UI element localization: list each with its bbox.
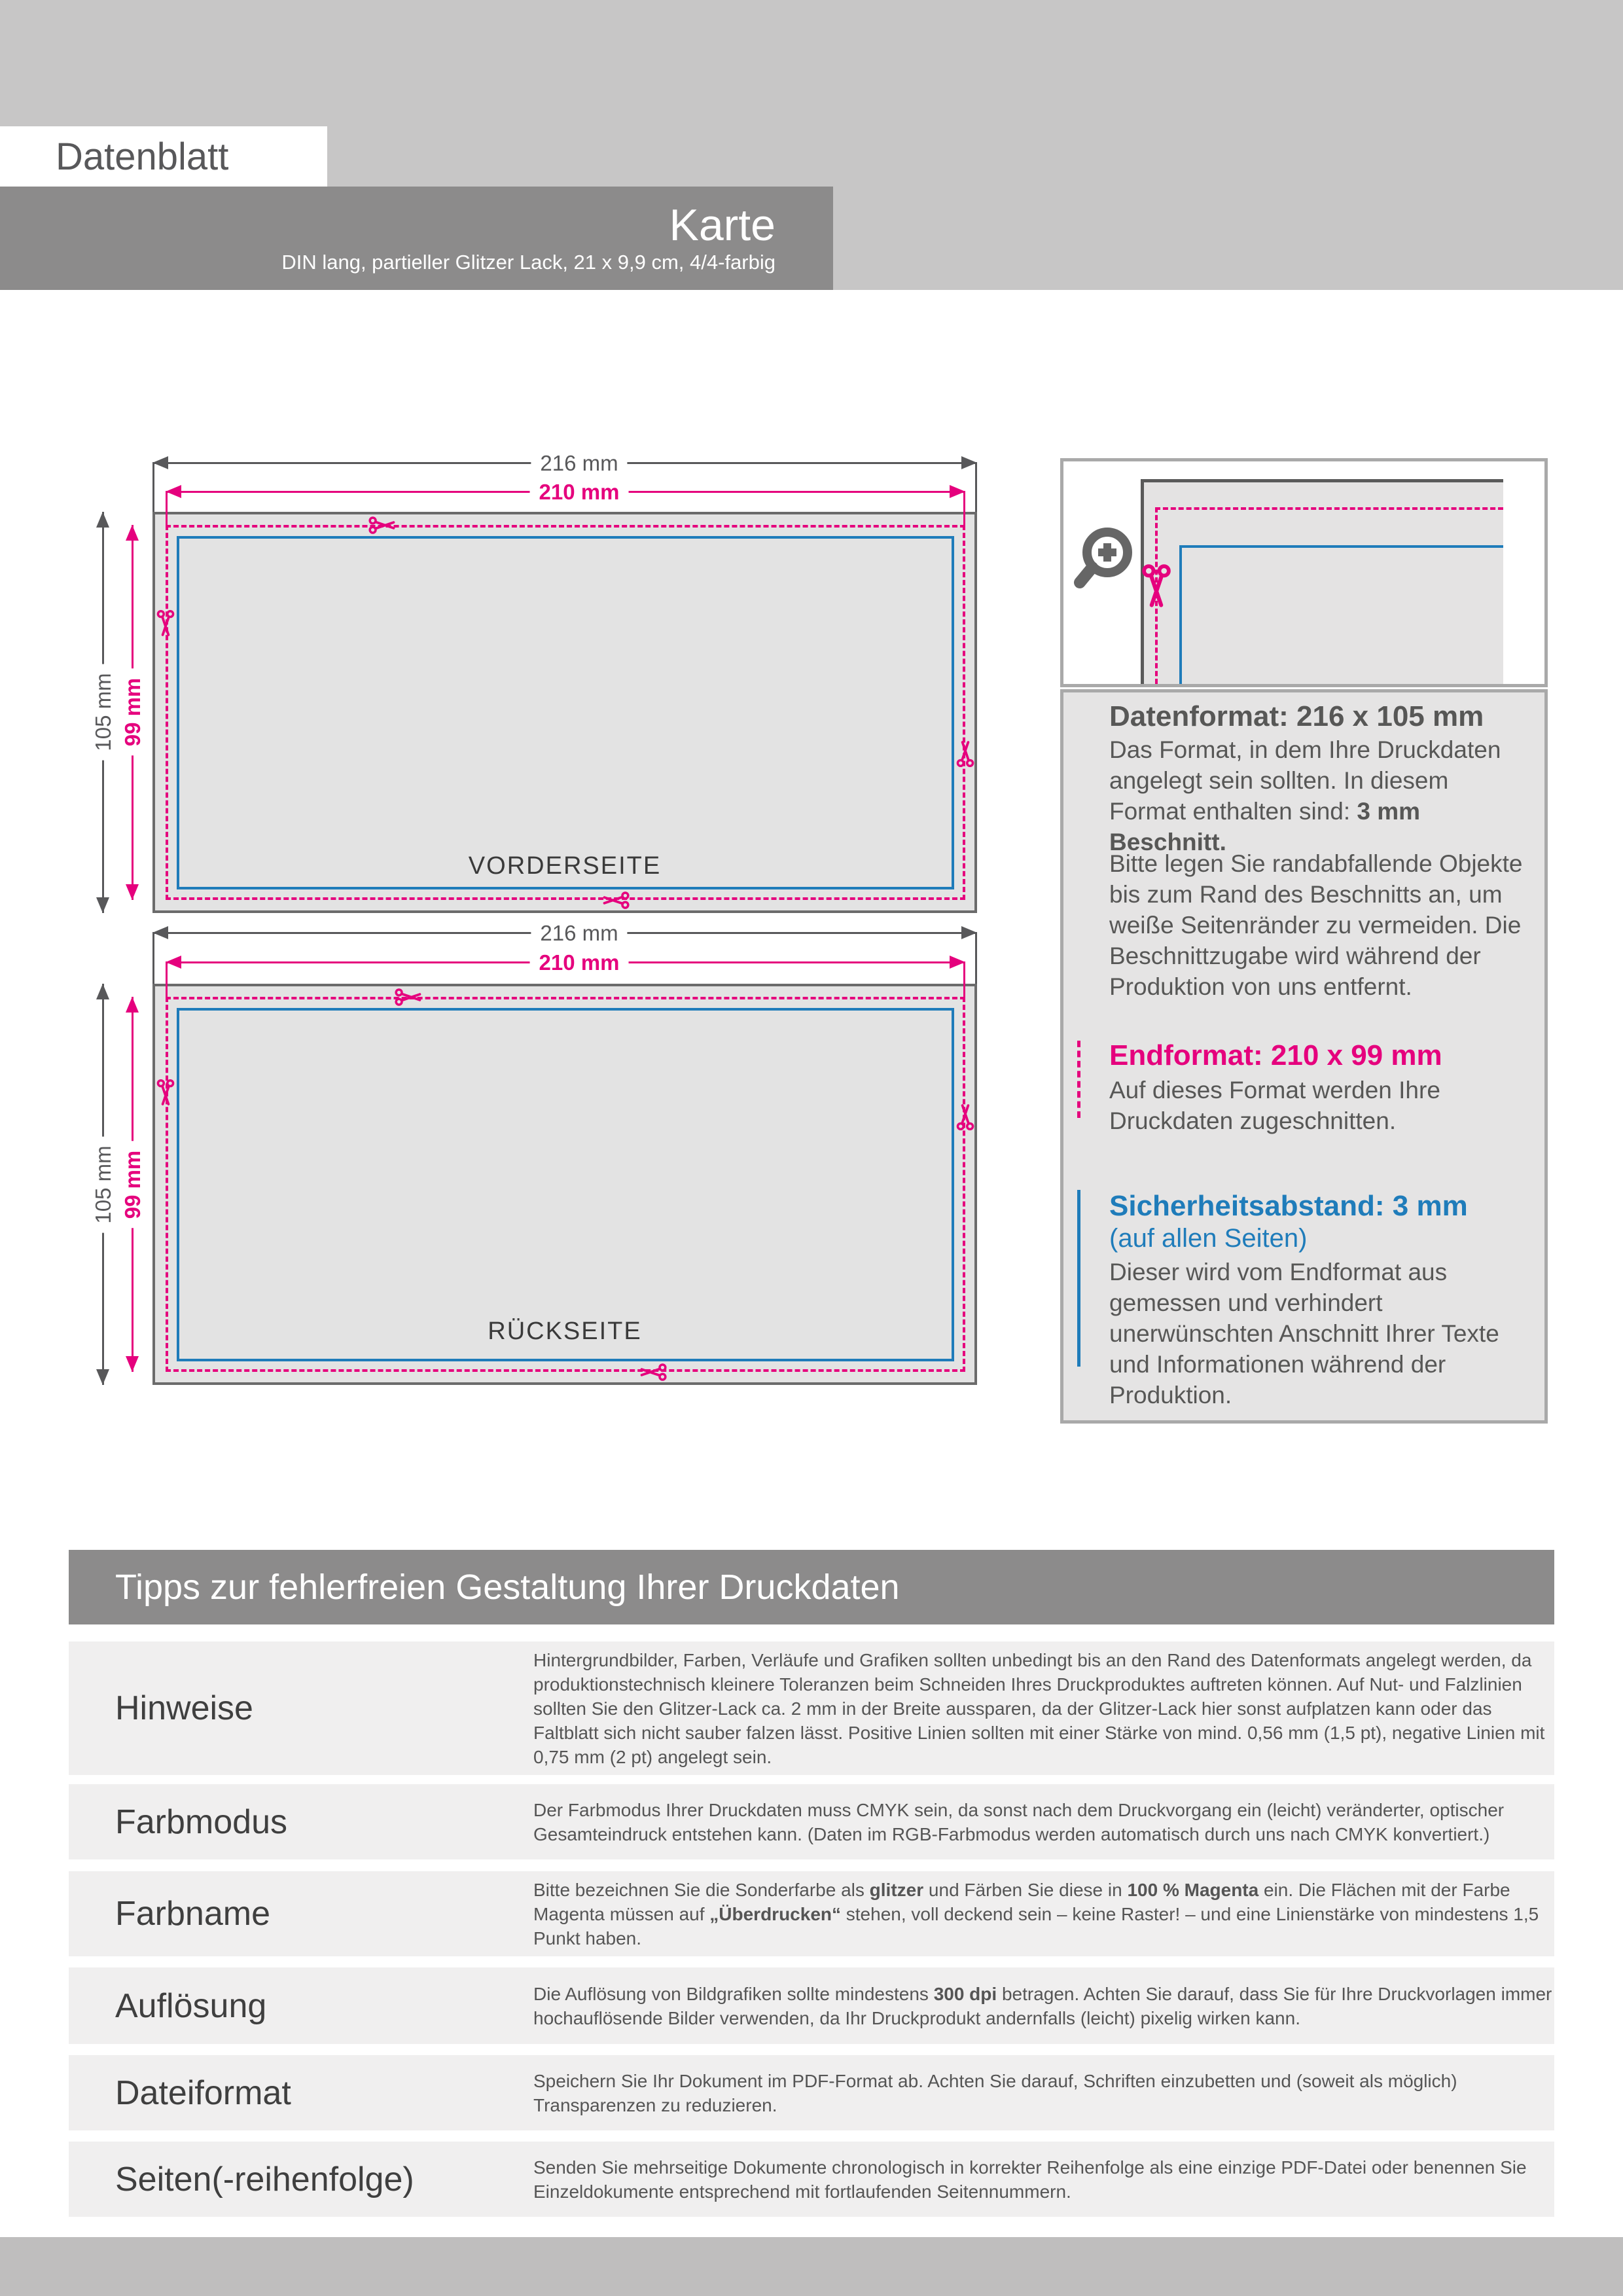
back-dim-216-ext-right [975,932,977,984]
scissors-icon [601,891,630,910]
product-subtitle: DIN lang, partieller Glitzer Lack, 21 x 9,9 cm, 4/4-farbig [281,251,776,274]
endformat-title: Endformat: 210 x 99 mm [1109,1039,1442,1071]
front-dim-105-label: 105 mm [90,664,117,760]
front-dim-216-ext-left [152,462,154,512]
illustration-safety-corner [1179,545,1503,684]
back-dim-99-arrow-bottom [126,1356,139,1372]
front-dim-210-ext-right [963,491,965,525]
tips-row-label: Farbname [115,1895,270,1933]
tips-row-label: Auflösung [115,1986,267,2025]
tips-row-dateiformat [69,2055,1554,2130]
tips-row-label: Hinweise [115,1689,253,1727]
front-card-label: VORDERSEITE [468,852,662,880]
scissors-icon [156,610,175,639]
datenformat-title: Datenformat: 216 x 105 mm [1109,700,1484,732]
tips-row-farbmodus [69,1784,1554,1859]
endformat-body: Auf dieses Format werden Ihre Druckdaten zugeschnitten. [1109,1077,1440,1134]
tips-row-label: Dateiformat [115,2073,291,2112]
front-dim-210-label: 210 mm [530,478,629,506]
front-dim-99-arrow-top [126,525,139,541]
back-dim-99-arrow-top [126,997,139,1013]
tips-row-text [533,1967,1554,2044]
safety-subtitle: (auf allen Seiten) [1109,1224,1308,1253]
tips-row-text-content: Der Farbmodus Ihrer Druckdaten muss CMYK sein, da sonst nach dem Druckvorgang ein (leicht) veränderter, optischer Gesamteindruck entstehen kann. (Daten im RGB-Farbmodus werden automatisch durch uns nach CMYK konvertiert.) [533,1799,1505,1844]
tips-row-text-content: Die Auflösung von Bildgrafiken sollte mindestens 300 dpi betragen. Achten Sie darauf, dass Sie für Ihre Druckvorlagen immer hochauflösende Bilder verwenden, da Ihr Druckprodukt andernfalls (leicht) pixelig wirken kann. [533,1983,1552,2028]
scissors-icon [156,1079,175,1108]
tips-row-label: Farbmodus [115,1803,287,1841]
tips-row-text-content: Bitte bezeichnen Sie die Sonderfarbe als glitzer und Färben Sie diese in 100 % Magenta ein. Die Flächen mit der Farbe Magenta müssen auf „Überdrucken“ stehen, voll deckend sein – keine Raster! – und eine Linienstärke von mindestens 1,5 Punkt haben. [533,1879,1539,1948]
scissors-icon [1141,564,1172,611]
back-dim-216-ext-left [152,932,154,984]
front-dim-210-arrow-left [166,485,181,498]
front-dim-216-ext-right [975,462,977,512]
front-dim-216-arrow-left [152,456,168,469]
front-card-safety-line [177,536,954,889]
tips-row-hinweise [69,1641,1554,1775]
sheet-title: Datenblatt [56,135,229,178]
front-dim-210-ext-left [166,491,168,525]
tips-row-text-content: Hintergrundbilder, Farben, Verläufe und Grafiken sollten unbedingt bis an den Rand des Datenformats angelegt werden, da produktionstechnisch kleinere Toleranzen beim Schneiden Ihres Druckproduktes auftreten können. Auf Nut- und Falzlinien sollten Sie den Glitzer-Lack ca. 2 mm in der Breite aussparen, da der Glitzer-Lack hier sonst aufplatzen kann oder das Faltblatt sich nicht sauber falzen lässt. Positive Linien sollten mit einer Stärke von mind. 0,56 mm (1,5 pt), negative Linien mit 0,75 mm (2 pt) angelegt sein. [533,1649,1545,1767]
back-dim-210-ext-right [963,961,965,997]
tips-row-text [533,1641,1554,1775]
back-dim-105-arrow-top [96,984,109,999]
back-card-label: RÜCKSEITE [488,1318,642,1345]
back-dim-105-label: 105 mm [90,1136,117,1232]
bleed-note: Bitte legen Sie randabfallende Objekte bis zum Rand des Beschnitts an, um weiße Seitenränder zu vermeiden. Die Beschnittzugabe wird während der Produktion von uns entfernt. [1109,850,1523,1000]
tips-banner-title: Tipps zur fehlerfreien Gestaltung Ihrer Druckdaten [115,1568,900,1607]
back-dim-210-ext-left [166,961,168,997]
product-band [0,187,833,290]
footer-band [0,2237,1623,2296]
safety-title: Sicherheitsabstand: 3 mm [1109,1190,1468,1222]
tips-row-text [533,1871,1554,1956]
front-dim-99-arrow-bottom [126,884,139,900]
back-dim-216-arrow-left [152,926,168,939]
tips-row-seitenreihenfolge [69,2142,1554,2217]
tips-row-text [533,1784,1554,1859]
back-dim-210-label: 210 mm [530,949,629,977]
scissors-icon [638,1363,667,1382]
datenformat-body: Das Format, in dem Ihre Druckdaten angelegt sein sollten. In diesem Format enthalten sind: 3 mm Beschnitt. [1109,736,1501,855]
back-card-safety-line [177,1008,954,1361]
front-dim-105-arrow-top [96,512,109,528]
safety-body: Dieser wird vom Endformat aus gemessen und verhindert unerwünschten Anschnitt Ihrer Texte und Informationen während der Produktion. [1109,1259,1499,1408]
tips-row-label: Seiten(-reihenfolge) [115,2160,414,2198]
tips-row-aufloesung [69,1967,1554,2044]
product-title: Karte [669,200,776,250]
tips-row-text-content: Speichern Sie Ihr Dokument im PDF-Format ab. Achten Sie darauf, Schriften einzubetten und (soweit als möglich) Transparenzen zu reduzieren. [533,2070,1457,2115]
tips-row-text [533,2142,1554,2217]
back-dim-105-arrow-bottom [96,1369,109,1385]
scissors-icon [395,988,423,1007]
magnifier-plus-icon [1069,524,1137,602]
back-dim-216-label: 216 mm [531,920,627,947]
back-dim-210-arrow-left [166,956,181,969]
safety-marker-line [1077,1190,1080,1367]
front-dim-99-label: 99 mm [119,669,147,756]
tips-row-farbname [69,1871,1554,1956]
scissors-icon [956,739,975,768]
front-dim-216-label: 216 mm [531,450,627,477]
tips-row-text-content: Senden Sie mehrseitige Dokumente chronologisch in korrekter Reihenfolge als eine einzige PDF-Datei oder benennen Sie Einzeldokumente entsprechend mit fortlaufenden Seitennummern. [533,2157,1527,2202]
endformat-marker-line [1077,1041,1080,1118]
scissors-icon [368,516,397,535]
tips-row-text [533,2055,1554,2130]
tips-banner [69,1550,1554,1624]
scissors-icon [956,1102,975,1131]
front-dim-105-arrow-bottom [96,897,109,913]
back-dim-99-label: 99 mm [119,1141,147,1229]
sheet-title-box [0,126,327,187]
